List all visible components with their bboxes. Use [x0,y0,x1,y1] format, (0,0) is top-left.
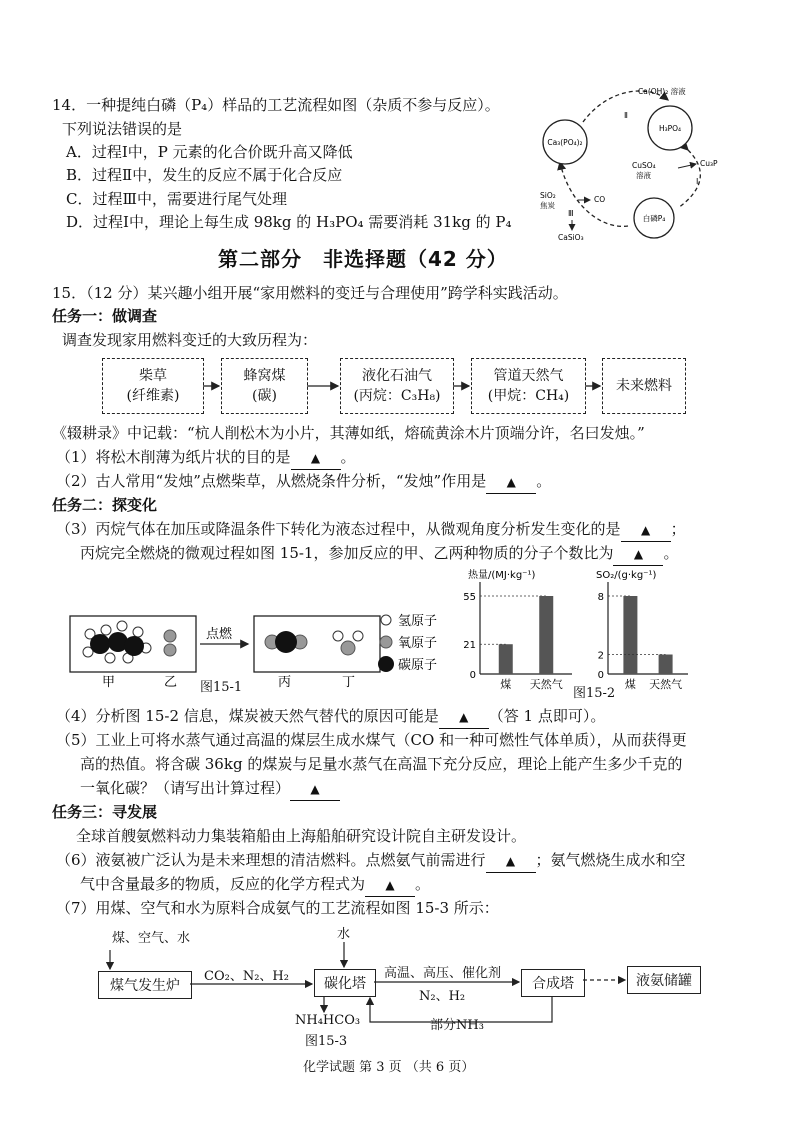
chart2-tick: 2 [597,650,604,662]
answer-blank[interactable] [486,849,536,873]
label-co: CO [594,195,606,204]
q14-cycle-diagram [528,80,740,250]
label-cuso4-sol: 溶液 [636,171,651,180]
q15-5b: 高的热值。将含碳 36kg 的煤炭与足量水蒸气在高温下充分反应，理论上能产生多少千克的 [80,755,683,773]
q15-2: （2）古人常用“发烛”点燃柴草，从燃烧条件分析，“发烛”作用是 ▲ 。 [56,470,551,494]
legend-o [380,636,392,648]
q15-6a [56,849,686,873]
label-h3po4: H₃PO₄ [658,124,682,133]
blank-mark: ▲ [505,854,516,868]
label-coke: 焦炭 [540,201,555,210]
figure-15-1-caption: 图15-1 [200,680,243,695]
q15-3b-text: 丙烷完全燃烧的微观过程如图 15-1，参加反应的甲、乙两种物质的分子个数比为 [80,544,614,562]
figure-15-3-caption: 图15-3 [305,1034,348,1049]
chart2-category: 煤 [624,678,636,691]
answer-blank[interactable] [291,446,341,470]
blank-mark: ▲ [385,878,395,892]
blank-mark: ▲ [633,547,644,561]
q15-5a: （5）工业上可将水蒸气通过高温的煤层生成水煤气（CO 和一种可燃性气体单质），从而获得更 [56,731,687,749]
q15-3a-text: （3）丙烷气体在加压或降温条件下转化为液态过程中，从微观角度分析发生变化的是 [56,520,621,538]
label-bing: 丙 [278,675,292,690]
figure-15-2-caption: 图15-2 [573,686,616,701]
chart2-category: 天然气 [649,678,683,691]
chart2-bar-2 [659,655,673,675]
task2-heading: 任务二：探变化 [52,496,158,514]
q15-1: （1）将松木削薄为纸片状的目的是 ▲ 。 [56,446,356,470]
q15-7: （7）用煤、空气和水为原料合成氨气的工艺流程如图 15-3 所示： [56,899,499,917]
carbon-tower-box: 碳化塔 [314,969,376,997]
q14-prompt: 下列说法错误的是 [62,120,183,138]
q15-5c-text: 一氧化碳？（请写出计算过程） [80,779,291,797]
chart1-tick: 21 [463,640,476,652]
q15-6a-tail: ；氨气燃烧生成水和空 [535,851,686,869]
chart2-ylabel: SO₂/(g·kg⁻¹) [596,570,657,581]
q14-option-b: B．过程Ⅱ中，发生的反应不属于化合反应 [66,166,343,184]
q14-stem: 14．一种提纯白磷（P₄）样品的工艺流程如图（杂质不参与反应）。 [52,96,500,114]
flow-product: NH₄HCO₃ [295,1013,361,1028]
legend-h [381,615,391,625]
label-white-p4: 白磷P₄ [642,214,666,223]
label-yi: 乙 [164,675,178,690]
label-roman-2: Ⅱ [624,111,628,120]
chart1-tick: 0 [469,670,476,681]
label-cu3p: Cu₃P [700,159,718,168]
legend-o-label: 氧原子 [398,636,438,651]
fuel-box-5 [602,358,686,414]
page-footer: 化学试题 第 3 页 （共 6 页） [303,1060,475,1075]
q15-4 [56,705,605,729]
answer-blank[interactable] [365,873,415,897]
blank-mark: ▲ [506,475,516,489]
chart1-tick: 55 [463,592,476,603]
legend-c-label: 碳原子 [398,658,438,673]
q15-3a: （3）丙烷气体在加压或降温条件下转化为液态过程中，从微观角度分析发生变化的是 ▲ ； [56,518,686,542]
answer-blank[interactable] [621,518,671,542]
label-jia: 甲 [102,675,116,690]
fuel-1-note: (纤维素) [126,388,180,404]
fuel-5-name: 未来燃料 [616,378,672,394]
blank-mark: ▲ [310,451,321,465]
q15-2-text: （2）古人常用“发烛”点燃柴草，从燃烧条件分析，“发烛”作用是 [56,472,487,490]
chart2-tick: 0 [597,670,604,681]
q15-1-text: （1）将松木削薄为纸片状的目的是 [56,448,291,466]
label-roman-1: Ⅰ [696,177,699,186]
legend-c [378,656,394,672]
task3-heading: 任务三：寻发展 [52,803,158,821]
blank-mark: ▲ [640,523,651,537]
ship-statement: 全球首艘氨燃料动力集装箱船由上海船舶研究设计院自主研发设计。 [76,827,527,845]
flow-gases: CO₂、N₂、H₂ [204,969,289,984]
flow-inputs: 煤、空气、水 [112,931,191,946]
fuel-3-name: 液化石油气 [362,368,432,384]
gasifier-box: 煤气发生炉 [98,971,192,999]
task1-heading: 任务一：做调查 [52,307,158,325]
chart2-tick: 8 [597,592,604,603]
fuel-2-note: (碳) [252,388,277,404]
q14-option-d: D．过程Ⅰ中，理论上每生成 98kg 的 H₃PO₄ 需要消耗 31kg 的 P₄ [66,213,512,231]
fuel-4-note: (甲烷：CH₄) [487,388,570,404]
chart1-category: 天然气 [529,678,563,691]
part2-title: 第二部分 非选择题（42 分） [218,247,508,271]
label-caoh2: Ca(OH)₂ 溶液 [638,87,686,96]
q15-stem: 15．（12 分）某兴趣小组开展“家用燃料的变迁与合理使用”跨学科实践活动。 [52,284,568,302]
fuel-arrows [200,378,610,394]
q15-6b: 气中含量最多的物质，反应的化学方程式为 ▲ 。 [80,873,430,897]
ammonia-storage-box: 液氨储罐 [627,966,701,994]
chart1-category: 煤 [500,678,512,691]
q15-3b: 丙烷完全燃烧的微观过程如图 15-1，参加反应的甲、乙两种物质的分子个数比为 ▲ 。 [80,542,679,566]
flow-recycle: 部分NH₃ [430,1018,484,1033]
blank-mark: ▲ [459,710,469,724]
chart1-ylabel: 热量/(MJ·kg⁻¹) [468,570,536,581]
fuel-2-name: 蜂窝煤 [243,368,286,384]
label-casio3: CaSiO₃ [558,233,584,242]
label-ignite: 点燃 [206,627,233,642]
q15-6b-text: 气中含量最多的物质，反应的化学方程式为 [80,875,366,893]
q15-6a-text: （6）液氨被广泛认为是未来理想的清洁燃料。点燃氨气前需进行 [56,851,486,869]
quote: 《辍耕录》中记载：“杭人削松木为小片，其薄如纸，熔硫黄涂木片顶端分许，名曰发烛。” [52,424,645,442]
survey-intro: 调查发现家用燃料变迁的大致历程为： [62,331,318,349]
chart1-bar-2 [539,596,553,674]
synthesis-tower-box: 合成塔 [521,969,585,997]
flow-water: 水 [337,927,351,942]
label-cuso4: CuSO₄ [632,161,656,170]
fuel-box-1 [102,358,204,414]
label-ding: 丁 [342,675,356,690]
blank-mark: ▲ [310,782,320,796]
answer-blank[interactable] [290,777,340,801]
flow-n2h2: N₂、H₂ [419,989,466,1004]
fuel-4-name: 管道天然气 [493,368,564,384]
label-sio2: SiO₂ [540,191,556,200]
chart1-bar-1 [499,644,513,674]
q15-4-text: （4）分析图 15-2 信息，煤炭被天然气替代的原因可能是 [56,707,439,725]
q15-5c [80,777,340,801]
q15-4-tail: （答 1 点即可）。 [488,707,606,725]
flow-conditions: 高温、高压、催化剂 [384,966,502,981]
label-roman-3: Ⅲ [568,209,574,218]
figure-15-1 [66,608,466,698]
fuel-1-name: 柴草 [139,368,167,384]
chart2-bar-1 [623,596,637,674]
q14-option-a: A．过程Ⅰ中，P 元素的化合价既升高又降低 [66,143,353,161]
legend-h-label: 氢原子 [398,614,438,629]
flow-arrows [90,930,710,1030]
figure-15-2 [462,566,694,700]
label-ca3po42: Ca₃(PO₄)₂ [547,138,583,147]
answer-blank[interactable] [439,705,489,729]
q14-option-c: C．过程Ⅲ中，需要进行尾气处理 [66,190,287,208]
answer-blank[interactable] [613,542,663,566]
fuel-3-note: (丙烷：C₃H₈) [353,388,441,404]
answer-blank[interactable] [486,470,536,494]
